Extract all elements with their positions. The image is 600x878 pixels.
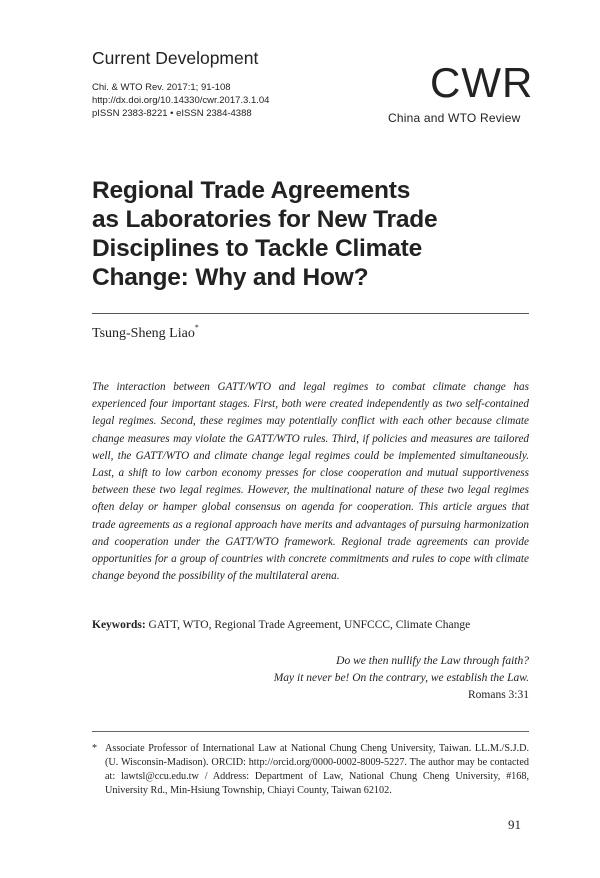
footnote-text: Associate Professor of International Law at National Chung Cheng University, Taiwan. LL.M./S.J.D. (U. Wisconsin-Madison). ORCID: http://orcid.org/0000-0002-8009-5227. The author may be contacted at: lawtsl@ccu.edu.tw / Address: Department of Law, National Chung Cheng University, #168, University Rd., Min-Hsiung Township, Chiayi County, Taiwan 62102. [105,743,529,796]
title-divider [92,313,529,314]
author-line [92,323,199,342]
journal-name: China and WTO Review [388,111,521,125]
abstract: The interaction between GATT/WTO and legal regimes to combat climate change has experienced four important stages. First, both were created independently as two self-contained legal regimes. Second, these regimes may potentially conflict with each other because climate change measures may violate the GATT/WTO rules. Third, if policies and measures are tailored well, the GATT/WTO and climate change legal regimes could be implemented simultaneously. Last, a shift to low carbon economy presses for close cooperation and mutual supportiveness between these two legal regimes. However, the multinational nature of these two legal regimes often delay or hamper global consensus on agenda for cooperation. This article argues that trade agreements as a regional approach have merits and advantages of pursuing harmonization and cooperation under the GATT/WTO framework. Regional trade agreements can provide opportunities for a group of countries with concrete commitments and rules to cope with climate change beyond the possibility of the multilateral arena. [92,381,529,583]
author-name: Tsung-Sheng Liao [92,326,195,341]
doi-link[interactable]: http://dx.doi.org/10.14330/cwr.2017.3.1.04 [92,95,270,106]
footnote [92,742,529,798]
keywords-list: GATT, WTO, Regional Trade Agreement, UNFCCC, Climate Change [148,619,471,631]
footnote-mark: * [92,743,98,754]
title-line: as Laboratories for New Trade [92,206,438,233]
title-line: Disciplines to Tackle Climate [92,235,423,262]
section-label: Current Development [92,48,259,68]
epigraph [230,653,529,705]
author-footnote-mark[interactable]: * [194,323,199,332]
title-line: Change: Why and How? [92,264,369,291]
journal-logo: CWR [430,59,534,106]
issn-line: pISSN 2383-8221 • eISSN 2384-4388 [92,108,252,119]
title-line: Regional Trade Agreements [92,177,411,204]
epigraph-line: Do we then nullify the Law through faith? [336,655,529,667]
journal-citation: Chi. & WTO Rev. 2017:1; 91-108 [92,82,231,93]
footnote-divider [92,731,529,732]
epigraph-line: May it never be! On the contrary, we establish the Law. [273,672,529,685]
epigraph-source: Romans 3:31 [467,689,529,702]
article-title [92,176,532,292]
keywords-label: Keywords: [92,619,146,631]
page-number: 91 [508,817,521,832]
keywords [92,619,529,631]
